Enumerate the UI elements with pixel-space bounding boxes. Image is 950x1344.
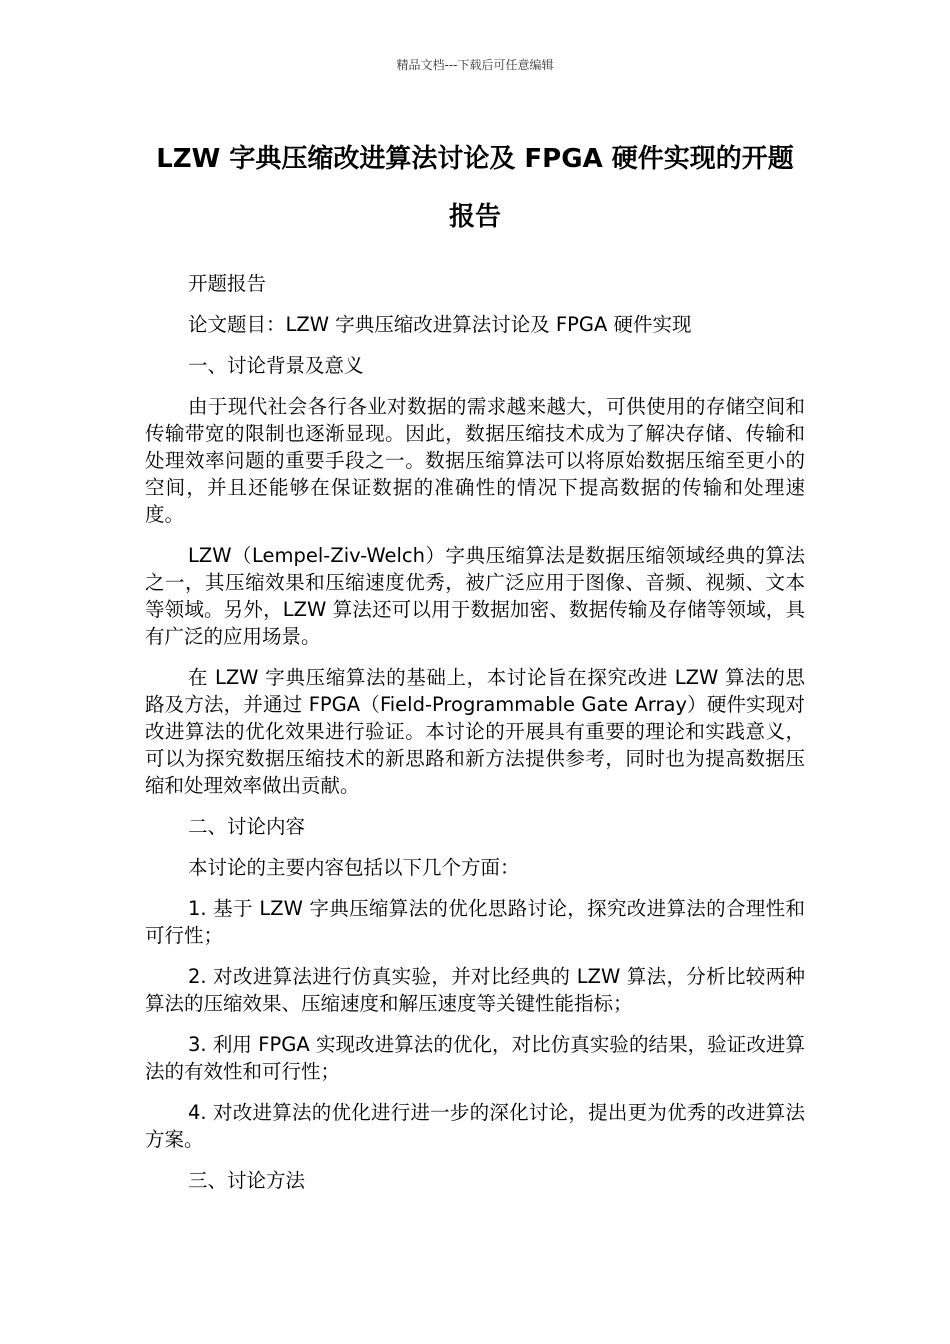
- section-heading-content: 二、讨论内容: [188, 815, 306, 838]
- list-item-2: 2. 对改进算法进行仿真实验，并对比经典的 LZW 算法，分析比较两种算法的压缩效果、压缩速度和解压速度等关键性能指标；: [145, 965, 805, 1015]
- list-item-1: 1. 基于 LZW 字典压缩算法的优化思路讨论，探究改进算法的合理性和可行性；: [145, 897, 805, 947]
- document-body: [145, 270, 805, 1208]
- paragraph-background-2: LZW（Lempel-Ziv-Welch）字典压缩算法是数据压缩领域经典的算法之一，其压缩效果和压缩速度优秀，被广泛应用于图像、音频、视频、文本等领域。另外，LZW 算法还可以用于数据加密、数据传输及存储等领域，具有广泛的应用场景。: [145, 544, 805, 648]
- paragraph-background-3: 在 LZW 字典压缩算法的基础上，本讨论旨在探究改进 LZW 算法的思路及方法，并通过 FPGA（Field-Programmable Gate Array）硬件实现对改进算法的优化效果进行验证。本讨论的开展具有重要的理论和实践意义，可以为探究数据压缩技术的新思路和新方法提供参考，同时也为提高数据压缩和处理效率做出贡献。: [145, 666, 805, 797]
- header-note: 精品文档---下载后可任意编辑: [396, 58, 554, 72]
- document-title: LZW 字典压缩改进算法讨论及 FPGA 硬件实现的开题报告: [156, 144, 794, 232]
- list-item-3: 3. 利用 FPGA 实现改进算法的优化，对比仿真实验的结果，验证改进算法的有效性和可行性；: [145, 1033, 805, 1083]
- paragraph-thesis-title: 论文题目：LZW 字典压缩改进算法讨论及 FPGA 硬件实现: [188, 313, 692, 336]
- paragraph-report-label: 开题报告: [188, 272, 267, 295]
- list-item-4: 4. 对改进算法的优化进行进一步的深化讨论，提出更为优秀的改进算法方案。: [145, 1101, 805, 1151]
- paragraph-content-intro: 本讨论的主要内容包括以下几个方面：: [188, 856, 520, 879]
- section-heading-method: 三、讨论方法: [188, 1169, 306, 1192]
- section-heading-background: 一、讨论背景及意义: [188, 354, 364, 377]
- paragraph-background-1: 由于现代社会各行各业对数据的需求越来越大，可供使用的存储空间和传输带宽的限制也逐渐显现。因此，数据压缩技术成为了解决存储、传输和处理效率问题的重要手段之一。数据压缩算法可以将原始数据压缩至更小的空间，并且还能够在保证数据的准确性的情况下提高数据的传输和处理速度。: [145, 395, 805, 526]
